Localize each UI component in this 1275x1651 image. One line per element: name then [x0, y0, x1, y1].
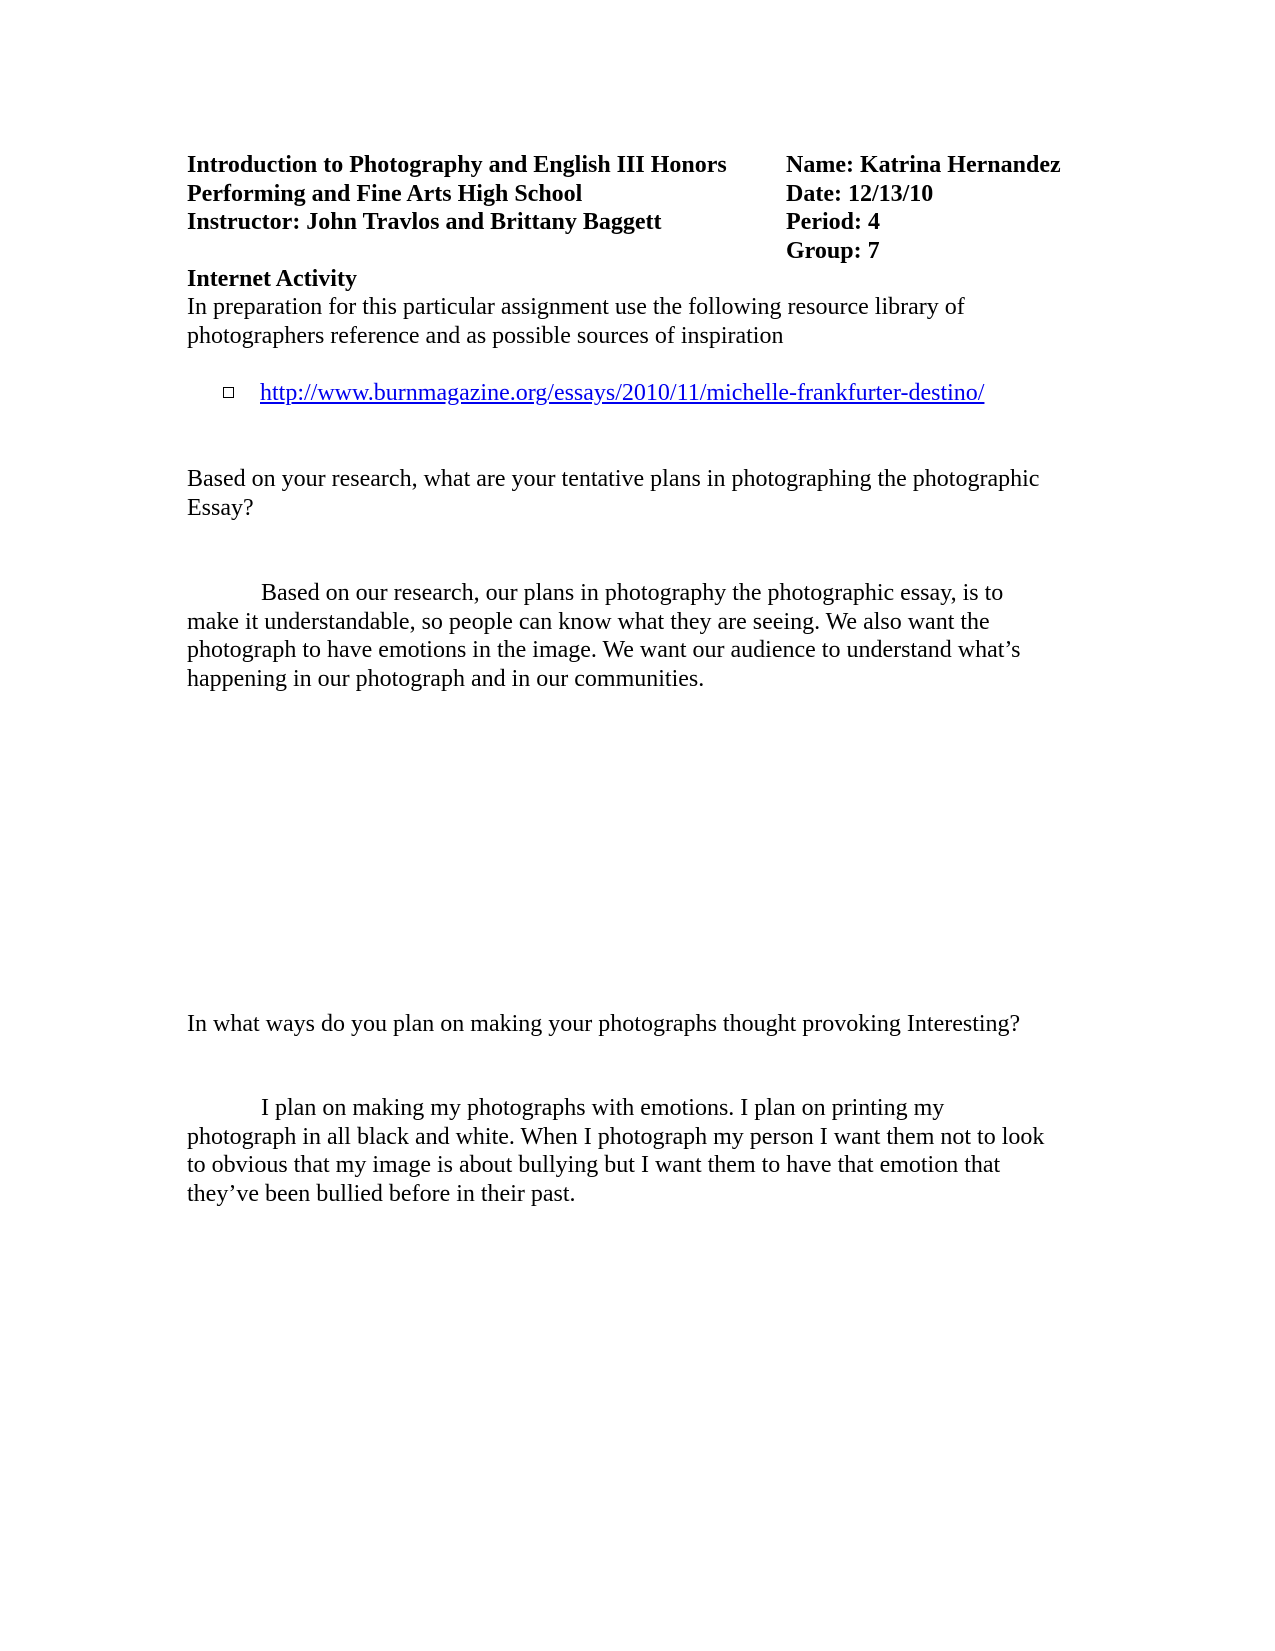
answer-line: to obvious that my image is about bullying but I want them to have that emotion that — [187, 1152, 1001, 1179]
answer-1 — [187, 579, 1087, 693]
intro-line: photographers reference and as possible sources of inspiration — [187, 322, 784, 349]
question-2 — [187, 1010, 1087, 1039]
intro-paragraph — [187, 293, 1087, 350]
answer-line: photograph in all black and white. When I photograph my person I want them not to look — [187, 1123, 1045, 1150]
answer-line: make it understandable, so people can know what they are seeing. We also want the — [187, 608, 990, 635]
answer-line: they’ve been bullied before in their past. — [187, 1180, 576, 1207]
answer-line: happening in our photograph and in our communities. — [187, 665, 705, 692]
course-title: Introduction to Photography and English III Honors — [187, 152, 727, 178]
group-line: Group: 7 — [786, 237, 880, 264]
question-1 — [187, 465, 1087, 522]
school-name: Performing and Fine Arts High School — [187, 180, 583, 207]
header-left-block — [187, 151, 727, 237]
question-line: Based on your research, what are your tentative plans in photographing the photographic — [187, 466, 1040, 492]
answer-line: Based on our research, our plans in photography the photographic essay, is to — [261, 580, 1004, 606]
resource-list-item — [223, 379, 984, 407]
answer-line: I plan on making my photographs with emotions. I plan on printing my — [261, 1095, 945, 1121]
header-right-block — [786, 151, 1061, 265]
section-title: Internet Activity — [187, 266, 357, 292]
answer-line: photograph to have emotions in the image. We want our audience to understand what’s — [187, 637, 1021, 664]
question-line: Essay? — [187, 494, 254, 521]
student-name: Name: Katrina Hernandez — [786, 152, 1061, 178]
answer-2 — [187, 1094, 1087, 1208]
period-line: Period: 4 — [786, 209, 880, 235]
instructor-line: Instructor: John Travlos and Brittany Baggett — [187, 209, 662, 235]
date-line: Date: 12/13/10 — [786, 180, 934, 207]
intro-line: In preparation for this particular assignment use the following resource library of — [187, 294, 965, 320]
resource-link[interactable]: http://www.burnmagazine.org/essays/2010/11/michelle-frankfurter-destino/ — [260, 380, 985, 406]
question-line: In what ways do you plan on making your photographs thought provoking Interesting? — [187, 1011, 1021, 1037]
square-bullet-icon — [223, 387, 234, 398]
